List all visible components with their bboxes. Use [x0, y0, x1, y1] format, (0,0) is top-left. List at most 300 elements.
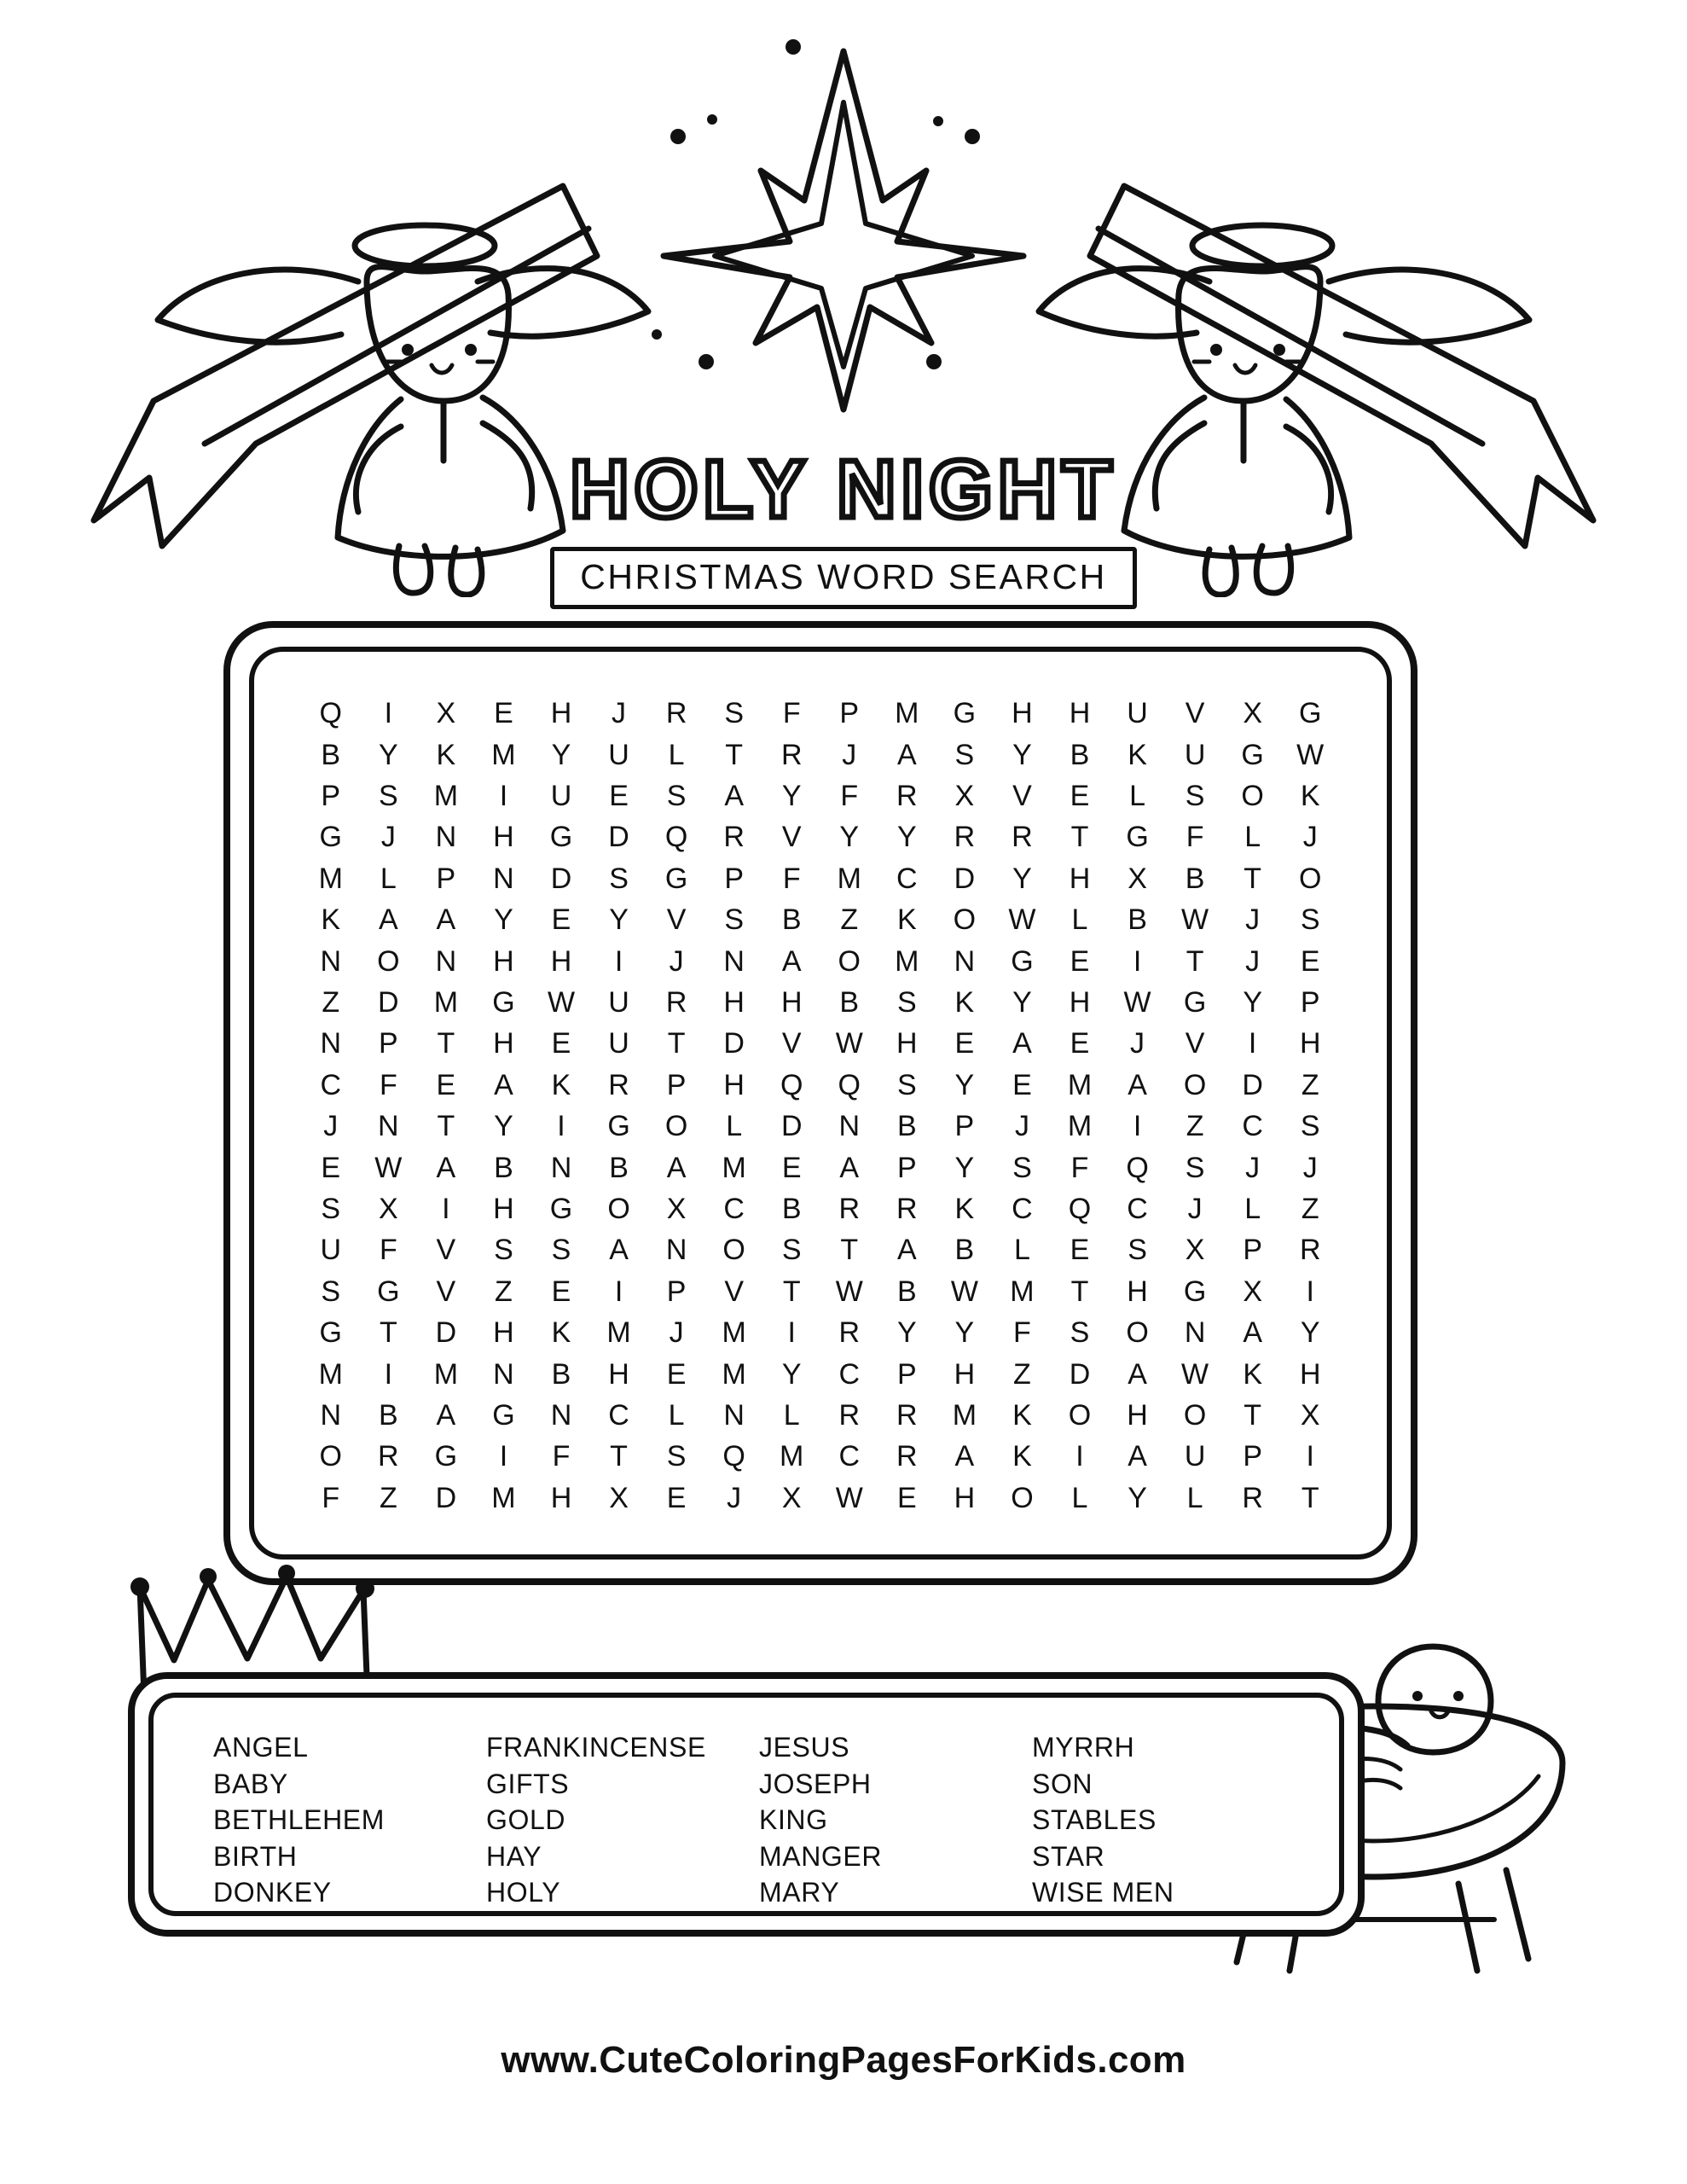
grid-cell[interactable]: F: [552, 1440, 571, 1473]
grid-cell[interactable]: N: [435, 944, 457, 978]
grid-cell[interactable]: L: [1186, 1481, 1203, 1514]
grid-cell[interactable]: B: [896, 1110, 917, 1143]
grid-cell[interactable]: B: [839, 985, 860, 1019]
grid-cell[interactable]: J: [1245, 903, 1261, 937]
grid-cell[interactable]: K: [321, 903, 341, 937]
grid-cell[interactable]: T: [610, 1440, 628, 1473]
grid-cell[interactable]: E: [781, 1151, 802, 1184]
grid-cell[interactable]: L: [783, 1398, 800, 1432]
grid-cell[interactable]: O: [953, 903, 977, 937]
grid-cell[interactable]: E: [896, 1481, 917, 1514]
word-list-item[interactable]: KING: [759, 1804, 828, 1836]
grid-cell[interactable]: T: [667, 1027, 686, 1060]
grid-cell[interactable]: X: [1185, 1234, 1205, 1267]
grid-cell[interactable]: R: [723, 821, 745, 854]
grid-cell[interactable]: V: [1185, 697, 1205, 730]
grid-cell[interactable]: G: [953, 697, 977, 730]
grid-cell[interactable]: X: [436, 697, 456, 730]
grid-cell[interactable]: K: [1012, 1440, 1032, 1473]
grid-cell[interactable]: P: [436, 862, 456, 895]
grid-cell[interactable]: H: [608, 1357, 629, 1391]
grid-cell[interactable]: Z: [1013, 1357, 1031, 1391]
grid-cell[interactable]: L: [1071, 903, 1088, 937]
grid-cell[interactable]: K: [1012, 1398, 1032, 1432]
grid-cell[interactable]: E: [436, 1068, 456, 1101]
grid-cell[interactable]: H: [780, 985, 803, 1019]
grid-cell[interactable]: S: [551, 1234, 571, 1267]
grid-cell[interactable]: P: [666, 1068, 687, 1101]
grid-cell[interactable]: Z: [495, 1275, 513, 1308]
grid-cell[interactable]: T: [1301, 1481, 1319, 1514]
grid-cell[interactable]: G: [664, 862, 688, 895]
grid-cell[interactable]: S: [724, 903, 744, 937]
grid-cell[interactable]: I: [614, 944, 623, 978]
grid-cell[interactable]: S: [1185, 779, 1205, 812]
grid-cell[interactable]: R: [896, 779, 918, 812]
grid-cell[interactable]: A: [896, 1234, 917, 1267]
grid-cell[interactable]: N: [493, 862, 514, 895]
grid-cell[interactable]: Z: [1301, 1068, 1319, 1101]
grid-cell[interactable]: B: [1185, 862, 1205, 895]
grid-cell[interactable]: A: [666, 1151, 687, 1184]
grid-cell[interactable]: P: [378, 1027, 398, 1060]
grid-cell[interactable]: T: [1186, 944, 1204, 978]
grid-cell[interactable]: N: [550, 1151, 572, 1184]
grid-cell[interactable]: V: [781, 821, 802, 854]
grid-cell[interactable]: O: [722, 1234, 745, 1267]
grid-cell[interactable]: I: [499, 1440, 508, 1473]
grid-cell[interactable]: L: [1071, 1481, 1088, 1514]
grid-cell[interactable]: C: [1127, 1192, 1148, 1225]
grid-cell[interactable]: I: [384, 1357, 393, 1391]
grid-cell[interactable]: L: [726, 1110, 743, 1143]
grid-cell[interactable]: G: [492, 1398, 515, 1432]
grid-cell[interactable]: Y: [494, 903, 513, 937]
grid-cell[interactable]: N: [378, 1110, 399, 1143]
grid-cell[interactable]: B: [1128, 903, 1147, 937]
grid-cell[interactable]: W: [1181, 1357, 1209, 1391]
grid-cell[interactable]: Y: [494, 1110, 513, 1143]
word-list-item[interactable]: HAY: [486, 1840, 542, 1872]
grid-cell[interactable]: M: [722, 1151, 746, 1184]
grid-cell[interactable]: S: [1070, 1316, 1090, 1350]
grid-cell[interactable]: C: [608, 1398, 629, 1432]
grid-cell[interactable]: H: [1069, 985, 1091, 1019]
grid-cell[interactable]: G: [1183, 985, 1207, 1019]
grid-cell[interactable]: O: [1126, 1316, 1149, 1350]
grid-cell[interactable]: I: [557, 1110, 565, 1143]
grid-cell[interactable]: A: [1128, 1068, 1147, 1101]
grid-cell[interactable]: H: [1127, 1275, 1148, 1308]
grid-cell[interactable]: U: [320, 1234, 342, 1267]
grid-cell[interactable]: G: [1183, 1275, 1207, 1308]
grid-cell[interactable]: K: [1300, 779, 1320, 812]
grid-cell[interactable]: P: [896, 1357, 917, 1391]
grid-cell[interactable]: M: [722, 1316, 746, 1350]
grid-cell[interactable]: J: [1302, 1151, 1318, 1184]
grid-cell[interactable]: K: [896, 903, 917, 937]
grid-cell[interactable]: Y: [1243, 985, 1262, 1019]
grid-cell[interactable]: N: [493, 1357, 514, 1391]
grid-cell[interactable]: M: [433, 985, 459, 1019]
grid-cell[interactable]: A: [896, 738, 917, 771]
grid-cell[interactable]: F: [379, 1068, 397, 1101]
grid-cell[interactable]: Z: [1186, 1110, 1204, 1143]
grid-cell[interactable]: M: [491, 738, 516, 771]
grid-cell[interactable]: K: [954, 1192, 975, 1225]
grid-cell[interactable]: I: [384, 697, 393, 730]
grid-cell[interactable]: X: [666, 1192, 687, 1225]
grid-cell[interactable]: B: [551, 1357, 571, 1391]
grid-cell[interactable]: E: [1070, 1234, 1090, 1267]
grid-cell[interactable]: N: [320, 1027, 342, 1060]
grid-cell[interactable]: Y: [609, 903, 629, 937]
grid-cell[interactable]: C: [1012, 1192, 1033, 1225]
grid-cell[interactable]: K: [954, 985, 975, 1019]
grid-cell[interactable]: X: [1243, 697, 1262, 730]
grid-cell[interactable]: E: [1300, 944, 1320, 978]
word-list-item[interactable]: BIRTH: [213, 1840, 298, 1872]
word-list-item[interactable]: FRANKINCENSE: [486, 1732, 706, 1763]
grid-cell[interactable]: A: [724, 779, 744, 812]
grid-cell[interactable]: C: [723, 1192, 745, 1225]
grid-cell[interactable]: D: [954, 862, 976, 895]
grid-cell[interactable]: Y: [954, 1068, 975, 1101]
grid-cell[interactable]: Y: [839, 821, 860, 854]
grid-cell[interactable]: N: [1184, 1316, 1206, 1350]
grid-cell[interactable]: F: [840, 779, 859, 812]
grid-cell[interactable]: I: [614, 1275, 623, 1308]
grid-cell[interactable]: K: [551, 1068, 571, 1101]
grid-cell[interactable]: R: [954, 821, 976, 854]
grid-cell[interactable]: L: [1244, 1192, 1261, 1225]
grid-cell[interactable]: Y: [1300, 1316, 1320, 1350]
grid-cell[interactable]: H: [493, 821, 514, 854]
grid-cell[interactable]: C: [838, 1357, 861, 1391]
grid-cell[interactable]: S: [378, 779, 398, 812]
grid-cell[interactable]: T: [437, 1027, 455, 1060]
grid-cell[interactable]: X: [781, 1481, 802, 1514]
grid-cell[interactable]: D: [608, 821, 629, 854]
grid-cell[interactable]: R: [896, 1440, 918, 1473]
grid-cell[interactable]: W: [374, 1151, 403, 1184]
grid-cell[interactable]: I: [442, 1192, 450, 1225]
grid-cell[interactable]: R: [665, 985, 687, 1019]
grid-cell[interactable]: H: [550, 944, 572, 978]
word-list-item[interactable]: SON: [1032, 1768, 1093, 1799]
grid-cell[interactable]: B: [954, 1234, 975, 1267]
grid-cell[interactable]: W: [835, 1027, 863, 1060]
grid-cell[interactable]: A: [1128, 1357, 1147, 1391]
grid-cell[interactable]: J: [1245, 1151, 1261, 1184]
grid-cell[interactable]: N: [320, 944, 342, 978]
grid-cell[interactable]: B: [781, 903, 802, 937]
grid-cell[interactable]: V: [781, 1027, 802, 1060]
grid-cell[interactable]: Y: [954, 1151, 975, 1184]
grid-cell[interactable]: B: [378, 1398, 398, 1432]
grid-cell[interactable]: A: [436, 1398, 456, 1432]
grid-cell[interactable]: J: [612, 697, 627, 730]
grid-cell[interactable]: U: [550, 779, 572, 812]
grid-cell[interactable]: A: [436, 1151, 456, 1184]
grid-cell[interactable]: W: [1296, 738, 1325, 771]
grid-cell[interactable]: Y: [781, 1357, 802, 1391]
grid-cell[interactable]: L: [1129, 779, 1145, 812]
grid-cell[interactable]: W: [835, 1481, 863, 1514]
grid-cell[interactable]: H: [1299, 1027, 1321, 1060]
grid-cell[interactable]: E: [551, 903, 571, 937]
grid-cell[interactable]: W: [950, 1275, 978, 1308]
grid-cell[interactable]: F: [1013, 1316, 1031, 1350]
grid-cell[interactable]: M: [780, 1440, 804, 1473]
grid-cell[interactable]: S: [896, 985, 917, 1019]
grid-cell[interactable]: Y: [896, 821, 917, 854]
grid-cell[interactable]: P: [954, 1110, 975, 1143]
grid-cell[interactable]: H: [493, 1316, 514, 1350]
grid-cell[interactable]: M: [837, 862, 861, 895]
grid-cell[interactable]: O: [838, 944, 861, 978]
word-list-item[interactable]: STABLES: [1032, 1804, 1157, 1836]
grid-cell[interactable]: U: [1184, 1440, 1206, 1473]
grid-cell[interactable]: E: [609, 779, 629, 812]
grid-cell[interactable]: G: [1126, 821, 1149, 854]
grid-cell[interactable]: X: [609, 1481, 629, 1514]
grid-cell[interactable]: R: [896, 1398, 918, 1432]
grid-cell[interactable]: G: [607, 1110, 630, 1143]
grid-cell[interactable]: A: [436, 903, 456, 937]
grid-cell[interactable]: J: [669, 1316, 684, 1350]
word-list-item[interactable]: MARY: [759, 1877, 840, 1908]
grid-cell[interactable]: A: [1243, 1316, 1262, 1350]
grid-cell[interactable]: R: [838, 1316, 861, 1350]
grid-cell[interactable]: S: [781, 1234, 802, 1267]
grid-cell[interactable]: Q: [722, 1440, 745, 1473]
grid-cell[interactable]: X: [954, 779, 975, 812]
grid-cell[interactable]: A: [494, 1068, 513, 1101]
grid-cell[interactable]: H: [493, 944, 514, 978]
grid-cell[interactable]: G: [1241, 738, 1264, 771]
grid-cell[interactable]: G: [319, 821, 342, 854]
grid-cell[interactable]: E: [321, 1151, 341, 1184]
grid-cell[interactable]: J: [1245, 944, 1261, 978]
grid-cell[interactable]: S: [666, 1440, 687, 1473]
grid-cell[interactable]: I: [1133, 944, 1142, 978]
grid-cell[interactable]: G: [492, 985, 515, 1019]
grid-cell[interactable]: R: [838, 1192, 861, 1225]
word-list-item[interactable]: DONKEY: [213, 1877, 332, 1908]
grid-cell[interactable]: Y: [378, 738, 398, 771]
grid-cell[interactable]: J: [1302, 821, 1318, 854]
grid-cell[interactable]: Y: [1012, 862, 1032, 895]
grid-cell[interactable]: T: [840, 1234, 859, 1267]
grid-cell[interactable]: M: [606, 1316, 631, 1350]
word-list-item[interactable]: MANGER: [759, 1840, 883, 1872]
grid-cell[interactable]: D: [780, 1110, 803, 1143]
grid-cell[interactable]: N: [665, 1234, 687, 1267]
grid-cell[interactable]: F: [1186, 821, 1204, 854]
grid-cell[interactable]: J: [842, 738, 857, 771]
grid-cell[interactable]: R: [838, 1398, 861, 1432]
grid-cell[interactable]: D: [435, 1316, 457, 1350]
grid-cell[interactable]: K: [1243, 1357, 1262, 1391]
grid-cell[interactable]: H: [493, 1027, 514, 1060]
grid-cell[interactable]: V: [436, 1275, 456, 1308]
grid-cell[interactable]: J: [1187, 1192, 1203, 1225]
grid-cell[interactable]: V: [1012, 779, 1032, 812]
grid-cell[interactable]: S: [1300, 903, 1320, 937]
grid-cell[interactable]: H: [550, 697, 572, 730]
grid-cell[interactable]: I: [787, 1316, 796, 1350]
grid-cell[interactable]: M: [318, 1357, 343, 1391]
grid-cell[interactable]: Z: [322, 985, 340, 1019]
grid-cell[interactable]: Q: [319, 697, 342, 730]
grid-cell[interactable]: M: [1067, 1068, 1093, 1101]
grid-cell[interactable]: P: [1243, 1234, 1262, 1267]
word-list-item[interactable]: BETHLEHEM: [213, 1804, 385, 1836]
grid-cell[interactable]: R: [378, 1440, 399, 1473]
grid-cell[interactable]: Z: [840, 903, 859, 937]
grid-cell[interactable]: G: [377, 1275, 400, 1308]
word-list-item[interactable]: WISE MEN: [1032, 1877, 1174, 1908]
grid-cell[interactable]: L: [668, 738, 685, 771]
grid-cell[interactable]: U: [1127, 697, 1148, 730]
grid-cell[interactable]: R: [1299, 1234, 1321, 1267]
grid-cell[interactable]: L: [1013, 1234, 1030, 1267]
grid-cell[interactable]: A: [1012, 1027, 1032, 1060]
grid-cell[interactable]: T: [1070, 1275, 1089, 1308]
grid-cell[interactable]: H: [954, 1481, 976, 1514]
grid-cell[interactable]: D: [1242, 1068, 1263, 1101]
grid-cell[interactable]: H: [1069, 697, 1091, 730]
grid-cell[interactable]: V: [1185, 1027, 1205, 1060]
grid-cell[interactable]: S: [724, 697, 744, 730]
grid-cell[interactable]: N: [435, 821, 457, 854]
grid-cell[interactable]: N: [723, 944, 745, 978]
grid-cell[interactable]: K: [436, 738, 456, 771]
grid-cell[interactable]: J: [669, 944, 684, 978]
grid-cell[interactable]: V: [724, 1275, 744, 1308]
grid-cell[interactable]: T: [782, 1275, 801, 1308]
grid-cell[interactable]: K: [1128, 738, 1147, 771]
grid-cell[interactable]: M: [952, 1398, 977, 1432]
grid-cell[interactable]: B: [609, 1151, 629, 1184]
grid-cell[interactable]: J: [380, 821, 396, 854]
grid-cell[interactable]: W: [835, 1275, 863, 1308]
grid-cell[interactable]: E: [551, 1275, 571, 1308]
grid-cell[interactable]: R: [780, 738, 803, 771]
grid-cell[interactable]: Z: [1301, 1192, 1319, 1225]
grid-cell[interactable]: F: [1070, 1151, 1089, 1184]
grid-cell[interactable]: N: [954, 944, 976, 978]
grid-cell[interactable]: I: [1306, 1440, 1314, 1473]
grid-cell[interactable]: K: [551, 1316, 571, 1350]
grid-cell[interactable]: I: [499, 779, 508, 812]
grid-cell[interactable]: E: [1012, 1068, 1032, 1101]
grid-cell[interactable]: O: [1183, 1398, 1207, 1432]
grid-cell[interactable]: A: [954, 1440, 975, 1473]
grid-cell[interactable]: A: [1128, 1440, 1147, 1473]
grid-cell[interactable]: P: [321, 779, 341, 812]
word-list-item[interactable]: JOSEPH: [759, 1768, 872, 1799]
grid-cell[interactable]: C: [320, 1068, 342, 1101]
grid-cell[interactable]: G: [549, 821, 573, 854]
grid-cell[interactable]: R: [896, 1192, 918, 1225]
grid-cell[interactable]: N: [320, 1398, 342, 1432]
grid-cell[interactable]: O: [1011, 1481, 1034, 1514]
grid-cell[interactable]: G: [319, 1316, 342, 1350]
grid-cell[interactable]: M: [1010, 1275, 1035, 1308]
grid-cell[interactable]: M: [895, 944, 919, 978]
grid-cell[interactable]: A: [378, 903, 398, 937]
grid-cell[interactable]: F: [322, 1481, 340, 1514]
grid-cell[interactable]: P: [896, 1151, 917, 1184]
grid-cell[interactable]: X: [1128, 862, 1147, 895]
grid-cell[interactable]: E: [666, 1481, 687, 1514]
word-list-item[interactable]: ANGEL: [213, 1732, 309, 1763]
grid-cell[interactable]: S: [494, 1234, 513, 1267]
word-list-item[interactable]: STAR: [1032, 1840, 1105, 1872]
grid-cell[interactable]: X: [378, 1192, 398, 1225]
word-list-item[interactable]: JESUS: [759, 1732, 850, 1763]
grid-cell[interactable]: R: [608, 1068, 629, 1101]
grid-cell[interactable]: W: [547, 985, 576, 1019]
grid-cell[interactable]: M: [433, 1357, 459, 1391]
grid-cell[interactable]: I: [1075, 1440, 1084, 1473]
word-list-item[interactable]: GIFTS: [486, 1768, 570, 1799]
grid-cell[interactable]: P: [1300, 985, 1320, 1019]
grid-cell[interactable]: U: [608, 1027, 629, 1060]
grid-cell[interactable]: N: [550, 1398, 572, 1432]
grid-cell[interactable]: V: [666, 903, 687, 937]
grid-cell[interactable]: S: [896, 1068, 917, 1101]
grid-cell[interactable]: S: [321, 1275, 341, 1308]
grid-cell[interactable]: I: [1133, 1110, 1142, 1143]
grid-cell[interactable]: O: [1183, 1068, 1207, 1101]
grid-cell[interactable]: J: [727, 1481, 742, 1514]
grid-cell[interactable]: Q: [780, 1068, 803, 1101]
grid-cell[interactable]: S: [321, 1192, 341, 1225]
grid-cell[interactable]: M: [433, 779, 459, 812]
grid-cell[interactable]: M: [491, 1481, 516, 1514]
grid-cell[interactable]: H: [550, 1481, 572, 1514]
grid-cell[interactable]: H: [1069, 862, 1091, 895]
grid-cell[interactable]: O: [1241, 779, 1264, 812]
grid-cell[interactable]: H: [1299, 1357, 1321, 1391]
grid-cell[interactable]: P: [724, 862, 744, 895]
grid-cell[interactable]: E: [1070, 779, 1090, 812]
grid-cell[interactable]: E: [666, 1357, 687, 1391]
grid-cell[interactable]: G: [434, 1440, 458, 1473]
grid-cell[interactable]: Q: [664, 821, 688, 854]
grid-cell[interactable]: Y: [551, 738, 571, 771]
grid-cell[interactable]: A: [609, 1234, 629, 1267]
grid-cell[interactable]: Y: [896, 1316, 917, 1350]
grid-cell[interactable]: D: [435, 1481, 457, 1514]
grid-cell[interactable]: W: [1008, 903, 1036, 937]
grid-cell[interactable]: T: [1070, 821, 1089, 854]
grid-cell[interactable]: O: [1298, 862, 1322, 895]
grid-cell[interactable]: A: [839, 1151, 860, 1184]
grid-cell[interactable]: F: [782, 862, 801, 895]
grid-cell[interactable]: N: [723, 1398, 745, 1432]
grid-cell[interactable]: U: [608, 985, 629, 1019]
grid-cell[interactable]: E: [551, 1027, 571, 1060]
grid-cell[interactable]: R: [1012, 821, 1033, 854]
grid-cell[interactable]: X: [1243, 1275, 1262, 1308]
grid-cell[interactable]: J: [1130, 1027, 1145, 1060]
grid-cell[interactable]: I: [1306, 1275, 1314, 1308]
grid-cell[interactable]: B: [781, 1192, 802, 1225]
